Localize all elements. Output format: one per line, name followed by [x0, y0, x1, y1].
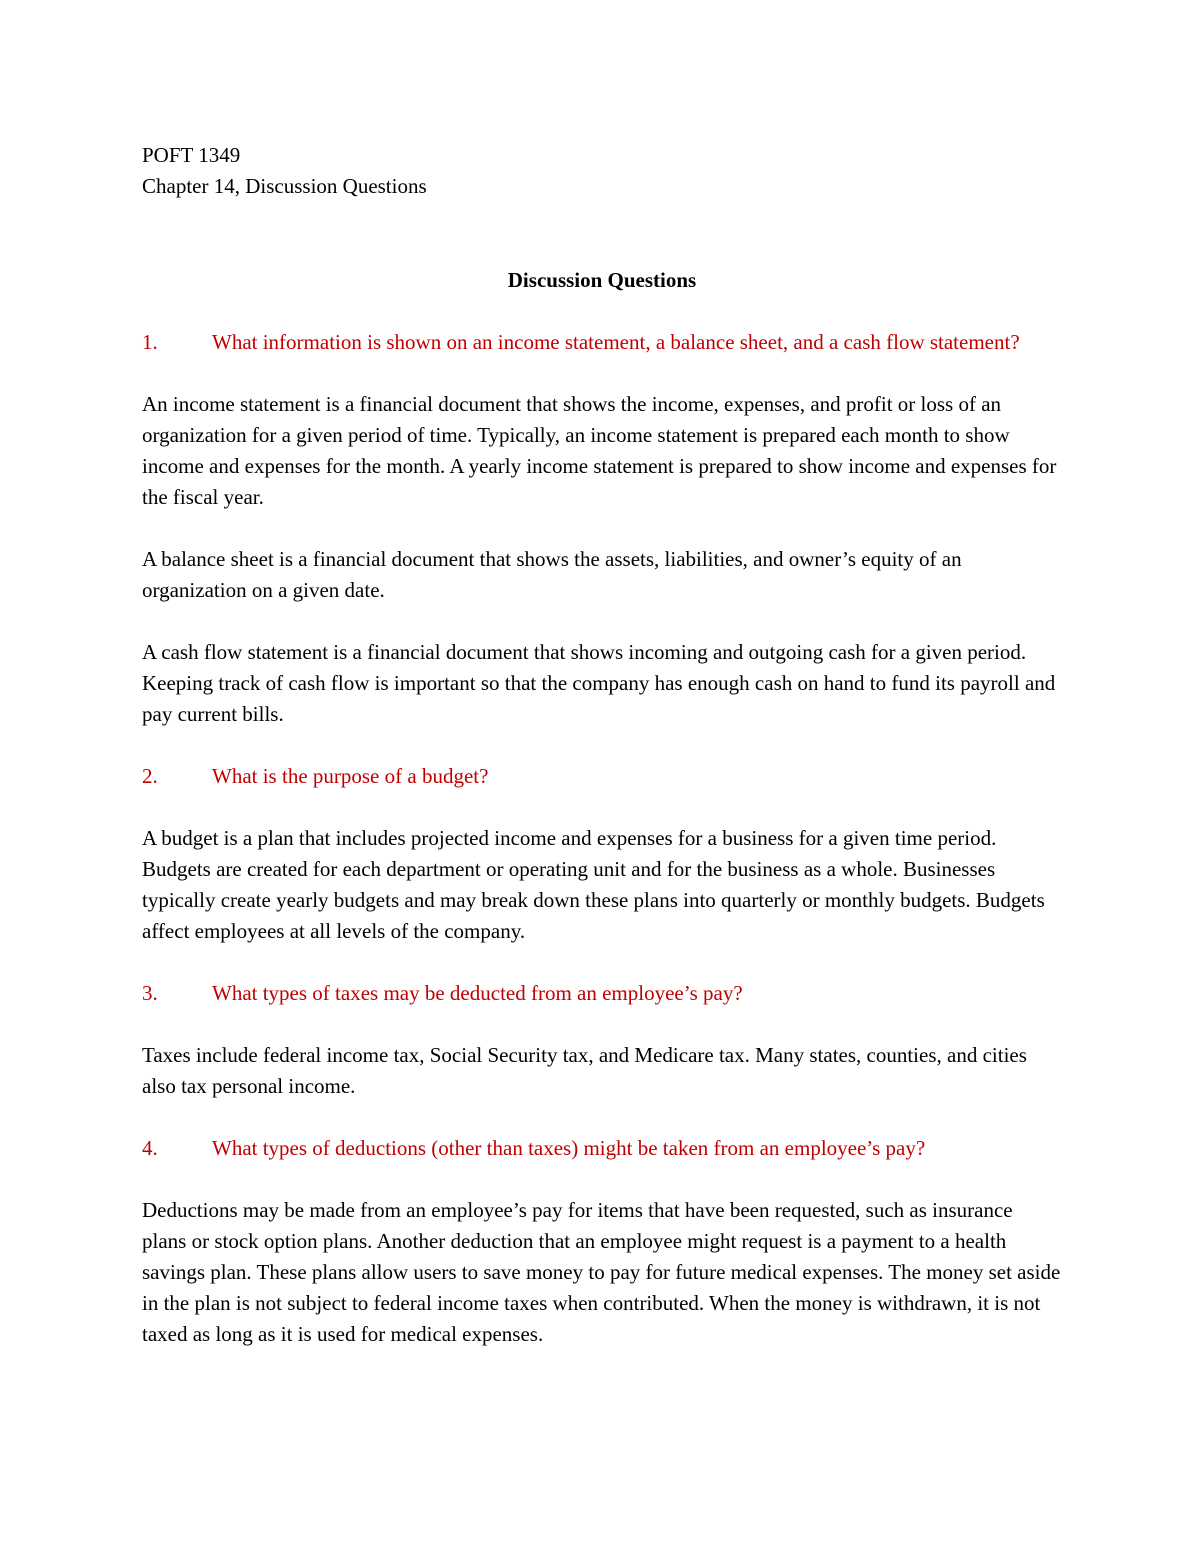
question-number: 3.: [142, 981, 158, 1005]
answer-paragraph: An income statement is a financial document that shows the income, expenses, and profit or loss of an organization for a given period of time. Typically, an income statement is prepared each month to show income and expenses for the month. A yearly income statement is prepared to show income and expenses for the fiscal year.: [142, 392, 1057, 509]
document-page: [142, 140, 1062, 1350]
chapter-line: Chapter 14, Discussion Questions: [142, 174, 427, 198]
question-text: What information is shown on an income statement, a balance sheet, and a cash flow statement?: [212, 330, 1020, 354]
question-number: 4.: [142, 1136, 158, 1160]
answer-paragraph: Deductions may be made from an employee’s pay for items that have been requested, such as insurance plans or stock option plans. Another deduction that an employee might request is a payment to a health savings plan. These plans allow users to save money to pay for future medical expenses. The money set aside in the plan is not subject to federal income taxes when contributed. When the money is withdrawn, it is not taxed as long as it is used for medical expenses.: [142, 1198, 1061, 1346]
course-code: POFT 1349: [142, 143, 241, 167]
question-number: 2.: [142, 764, 158, 788]
question-number: 1.: [142, 330, 158, 354]
document-title: Discussion Questions: [507, 268, 697, 292]
answer-paragraph: A budget is a plan that includes projected income and expenses for a business for a given time period. Budgets are created for each department or operating unit and for the business as a whole. Businesses typically create yearly budgets and may break down these plans into quarterly or monthly budgets. Budgets affect employees at all levels of the company.: [142, 826, 1045, 943]
answer-paragraph: A balance sheet is a financial document that shows the assets, liabilities, and owner’s equity of an organization on a given date.: [142, 547, 962, 602]
document-header: [142, 140, 1062, 202]
question-text: What types of taxes may be deducted from an employee’s pay?: [212, 981, 743, 1005]
question-text: What types of deductions (other than taxes) might be taken from an employee’s pay?: [212, 1136, 926, 1160]
question-1: [142, 327, 1062, 358]
question-3: [142, 978, 1062, 1009]
answer-paragraph: Taxes include federal income tax, Social Security tax, and Medicare tax. Many states, counties, and cities also tax personal income.: [142, 1043, 1027, 1098]
question-2: [142, 761, 1062, 792]
answer-paragraph: A cash flow statement is a financial document that shows incoming and outgoing cash for a given period. Keeping track of cash flow is important so that the company has enough cash on hand to fund its payroll and pay current bills.: [142, 640, 1056, 726]
question-4: [142, 1133, 1062, 1164]
question-text: What is the purpose of a budget?: [212, 764, 489, 788]
